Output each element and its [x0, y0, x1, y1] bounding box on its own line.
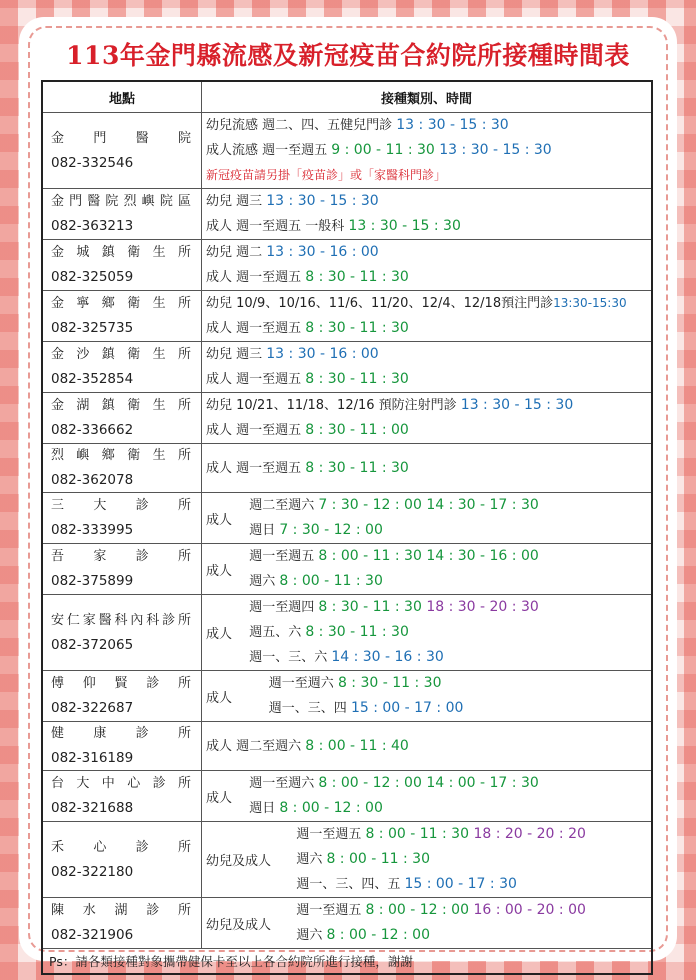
schedule-text: 成人 週一至週五 — [206, 321, 306, 336]
time-range: 9 : 00 - 11 : 30 — [331, 142, 435, 158]
table-header-row — [42, 81, 652, 113]
site-cell — [42, 291, 202, 342]
schedule-line — [202, 734, 651, 759]
table-body — [42, 113, 652, 949]
schedule-text: 週六 — [249, 574, 280, 589]
schedule-cell — [202, 113, 653, 189]
time-range: 8 : 30 - 11 : 30 — [318, 599, 422, 615]
schedule-cell — [202, 342, 653, 393]
site-cell — [42, 722, 202, 771]
schedule-text: 週一至週四 — [249, 600, 319, 615]
header-schedule: 接種類別、時間 — [202, 81, 653, 113]
schedule-line — [202, 291, 651, 316]
site-phone: 082-325735 — [51, 320, 134, 336]
time-range: 8 : 00 - 11 : 30 — [365, 826, 469, 842]
site-cell — [42, 393, 202, 444]
schedule-line — [249, 544, 651, 569]
site-cell — [42, 493, 202, 544]
table-row — [42, 822, 652, 898]
schedule-line — [249, 620, 651, 645]
time-range: 16 : 00 - 20 : 00 — [469, 902, 586, 918]
time-range: 8 : 30 - 11 : 30 — [305, 624, 409, 640]
time-range: 8 : 30 - 11 : 30 — [305, 269, 409, 285]
time-range: 7 : 30 - 12 : 00 — [318, 497, 422, 513]
schedule-text: 成人 週一至週五 — [206, 460, 306, 476]
site-name: 金門醫院烈嶼院區 — [51, 194, 191, 209]
schedule-text: 週六 — [296, 928, 327, 943]
schedule-line — [202, 316, 651, 341]
site-cell — [42, 544, 202, 595]
site-phone: 082-333995 — [51, 522, 134, 538]
time-range: 8 : 00 - 12 : 00 — [326, 927, 430, 943]
site-name: 傅仰賢診所 — [51, 676, 191, 691]
category-label: 成人 — [206, 512, 233, 528]
table-row — [42, 722, 652, 771]
schedule-text: 幼兒 10/21、11/18、12/16 預防注射門診 — [206, 398, 461, 413]
table-row — [42, 240, 652, 291]
time-range: 14 : 30 - 16 : 00 — [421, 548, 539, 564]
site-name: 金城鎮衛生所 — [51, 245, 191, 260]
time-range: 14 : 00 - 17 : 30 — [421, 775, 539, 791]
schedule-text: 週一至週六 — [268, 676, 338, 691]
schedule-cell — [202, 393, 653, 444]
schedule-line — [202, 113, 651, 138]
time-range: 8 : 30 - 11 : 30 — [305, 371, 409, 387]
site-phone: 082-322687 — [51, 700, 134, 716]
table-row — [42, 544, 652, 595]
schedule-group — [202, 822, 651, 897]
site-phone: 082-316189 — [51, 750, 134, 766]
site-cell — [42, 240, 202, 291]
schedule-cell — [202, 291, 653, 342]
category-label: 成人 — [206, 790, 233, 806]
schedule-text: 幼兒流感 週二、四、五健兒門診 — [206, 118, 397, 133]
category-label: 成人 — [206, 690, 233, 706]
site-name: 陳水湖診所 — [51, 903, 191, 918]
schedule-cell — [202, 822, 653, 898]
footnote: Ps：請各類接種對象攜帶健保卡至以上各合約院所進行接種，謝謝 — [42, 949, 652, 975]
time-range: 18 : 30 - 20 : 30 — [421, 599, 539, 615]
site-phone: 082-363213 — [51, 218, 134, 234]
schedule-lines — [269, 671, 651, 721]
table-row — [42, 444, 652, 493]
site-name: 烈嶼鄉衛生所 — [51, 448, 191, 463]
time-range: 8 : 00 - 12 : 00 — [318, 775, 422, 791]
schedule-text: 幼兒 週二 — [206, 245, 267, 260]
schedule-text: 週一、三、四 — [268, 701, 351, 716]
schedule-text: 週一至週六 — [249, 776, 319, 791]
schedule-line — [249, 493, 651, 518]
time-range: 13 : 30 - 15 : 30 — [266, 193, 379, 209]
schedule-text: 週二至週六 — [249, 498, 319, 513]
site-cell — [42, 671, 202, 722]
schedule-text: 週日 — [249, 801, 280, 816]
schedule-group — [202, 544, 651, 594]
time-range: 8 : 00 - 11 : 30 — [279, 573, 383, 589]
time-range: 8 : 00 - 11 : 30 — [326, 851, 430, 867]
schedule-line — [296, 872, 651, 897]
schedule-text: 週一至週五 — [296, 903, 366, 918]
schedule-line — [202, 240, 651, 265]
table-row — [42, 291, 652, 342]
schedule-line — [296, 822, 651, 847]
site-phone: 082-372065 — [51, 636, 134, 653]
schedule-cell — [202, 493, 653, 544]
table-row — [42, 342, 652, 393]
site-name: 安仁家醫科內科診所 — [51, 612, 191, 628]
table-row — [42, 771, 652, 822]
time-range: 8 : 00 - 11 : 30 — [318, 548, 422, 564]
schedule-line — [202, 214, 651, 239]
schedule-line — [269, 696, 651, 721]
schedule-line — [202, 456, 651, 481]
schedule-group — [202, 771, 651, 821]
page-title: 113年金門縣流感及新冠疫苗合約院所接種時間表 — [66, 41, 630, 70]
category-label: 幼兒及成人 — [206, 917, 272, 933]
site-name: 台大中心診所 — [51, 776, 191, 791]
time-range: 7 : 30 - 12 : 00 — [279, 522, 383, 538]
schedule-text: 成人 週一至週五 — [206, 372, 306, 387]
schedule-table — [41, 80, 653, 975]
schedule-text: 週六 — [296, 852, 327, 867]
schedule-cell — [202, 898, 653, 949]
schedule-text: 幼兒 週三 — [206, 194, 267, 209]
time-range: 8 : 30 - 11 : 30 — [305, 459, 409, 476]
schedule-group — [202, 671, 651, 721]
schedule-cell — [202, 240, 653, 291]
schedule-text: 週一、三、六 — [249, 650, 332, 665]
schedule-line — [202, 342, 651, 367]
site-cell — [42, 342, 202, 393]
schedule-line — [202, 163, 651, 188]
schedule-text: 成人 週二至週六 — [206, 738, 306, 754]
table-row — [42, 671, 652, 722]
schedule-text: 成人 週一至週五 一般科 — [206, 219, 349, 234]
time-range: 13 : 30 - 15 : 30 — [396, 117, 509, 133]
schedule-group — [202, 493, 651, 543]
site-name: 健康診所 — [51, 726, 191, 741]
schedule-text: 成人流感 週一至週五 — [206, 143, 332, 158]
schedule-text: 成人 週一至週五 — [206, 270, 306, 285]
table-row — [42, 493, 652, 544]
time-range: 13 : 30 - 16 : 00 — [266, 346, 379, 362]
category-label: 成人 — [206, 563, 233, 579]
schedule-cell — [202, 722, 653, 771]
schedule-line — [202, 393, 651, 418]
time-range: 8 : 30 - 11 : 00 — [305, 422, 409, 438]
schedule-line — [249, 796, 651, 821]
time-range: 15 : 00 - 17 : 30 — [404, 876, 517, 892]
site-name: 金湖鎮衛生所 — [51, 398, 191, 413]
schedule-cell — [202, 771, 653, 822]
schedule-text: 成人 週一至週五 — [206, 423, 306, 438]
schedule-text: 週五、六 — [249, 625, 306, 640]
site-name: 禾心診所 — [51, 839, 191, 855]
time-range: 13 : 30 - 15 : 30 — [434, 142, 552, 158]
site-phone: 082-325059 — [51, 269, 134, 285]
site-cell — [42, 595, 202, 671]
time-range: 13 : 30 - 15 : 30 — [348, 218, 461, 234]
site-name: 三大診所 — [51, 498, 191, 513]
site-cell — [42, 444, 202, 493]
time-range: 14 : 30 - 16 : 30 — [331, 649, 444, 665]
table-row — [42, 393, 652, 444]
site-cell — [42, 771, 202, 822]
table-row — [42, 113, 652, 189]
time-range: 8 : 00 - 11 : 40 — [305, 737, 409, 754]
schedule-lines — [249, 493, 651, 543]
schedule-line — [296, 847, 651, 872]
schedule-line — [249, 595, 651, 620]
time-range: 8 : 00 - 12 : 00 — [365, 902, 469, 918]
schedule-line — [202, 189, 651, 214]
schedule-line — [249, 771, 651, 796]
category-label: 幼兒及成人 — [206, 854, 272, 869]
schedule-line — [249, 518, 651, 543]
schedule-line — [202, 265, 651, 290]
time-range: 8 : 30 - 11 : 30 — [337, 675, 442, 691]
site-phone: 082-322180 — [51, 863, 134, 880]
site-cell — [42, 898, 202, 949]
table-row — [42, 595, 652, 671]
schedule-lines — [296, 822, 651, 897]
site-phone: 082-362078 — [51, 472, 134, 488]
schedule-line — [249, 645, 651, 670]
schedule-lines — [249, 595, 651, 670]
footnote-row — [42, 949, 652, 975]
schedule-group — [202, 595, 651, 670]
site-cell — [42, 113, 202, 189]
schedule-text: 幼兒 10/9、10/16、11/6、11/20、12/4、12/18預注門診 — [206, 296, 554, 311]
schedule-text: 週一至週五 — [296, 827, 366, 842]
schedule-line — [249, 569, 651, 594]
schedule-cell — [202, 189, 653, 240]
time-range: 15 : 00 - 17 : 00 — [350, 700, 464, 716]
site-phone: 082-375899 — [51, 573, 134, 589]
schedule-cell — [202, 444, 653, 493]
schedule-lines — [249, 544, 651, 594]
site-phone: 082-321906 — [51, 927, 134, 943]
site-name: 金沙鎮衛生所 — [51, 347, 191, 362]
schedule-line — [202, 367, 651, 392]
schedule-line — [269, 671, 651, 696]
schedule-line — [296, 898, 651, 923]
time-range: 13 : 30 - 16 : 00 — [266, 244, 379, 260]
schedule-group — [202, 898, 651, 948]
site-phone: 082-321688 — [51, 800, 134, 816]
site-cell — [42, 822, 202, 898]
site-phone: 082-336662 — [51, 422, 134, 438]
schedule-text: 週日 — [249, 523, 280, 538]
site-name: 金寧鄉衛生所 — [51, 296, 191, 311]
schedule-cell — [202, 595, 653, 671]
schedule-line — [202, 138, 651, 163]
site-name: 金門醫院 — [51, 130, 191, 146]
time-range: 18 : 20 - 20 : 20 — [469, 826, 586, 842]
table-row — [42, 898, 652, 949]
schedule-lines — [249, 771, 651, 821]
schedule-text: 新冠疫苗請另掛「疫苗診」或「家醫科門診」 — [206, 168, 447, 182]
site-cell — [42, 189, 202, 240]
time-range: 14 : 30 - 17 : 30 — [421, 497, 539, 513]
time-range: 8 : 00 - 12 : 00 — [279, 800, 383, 816]
schedule-text: 幼兒 週三 — [206, 347, 267, 362]
site-name: 吾家診所 — [51, 549, 191, 564]
schedule-line — [296, 923, 651, 948]
site-phone: 082-332546 — [51, 154, 134, 171]
time-range: 8 : 30 - 11 : 30 — [305, 320, 409, 336]
category-label: 成人 — [206, 627, 233, 642]
site-phone: 082-352854 — [51, 371, 134, 387]
schedule-text: 週一、三、四、五 — [296, 877, 405, 892]
table-row — [42, 189, 652, 240]
schedule-lines — [296, 898, 651, 948]
schedule-cell — [202, 544, 653, 595]
schedule-cell — [202, 671, 653, 722]
schedule-line — [202, 418, 651, 443]
time-range: 13:30-15:30 — [553, 296, 627, 310]
header-site: 地點 — [42, 81, 202, 113]
time-range: 13 : 30 - 15 : 30 — [460, 397, 574, 413]
schedule-text: 週一至週五 — [249, 549, 319, 564]
